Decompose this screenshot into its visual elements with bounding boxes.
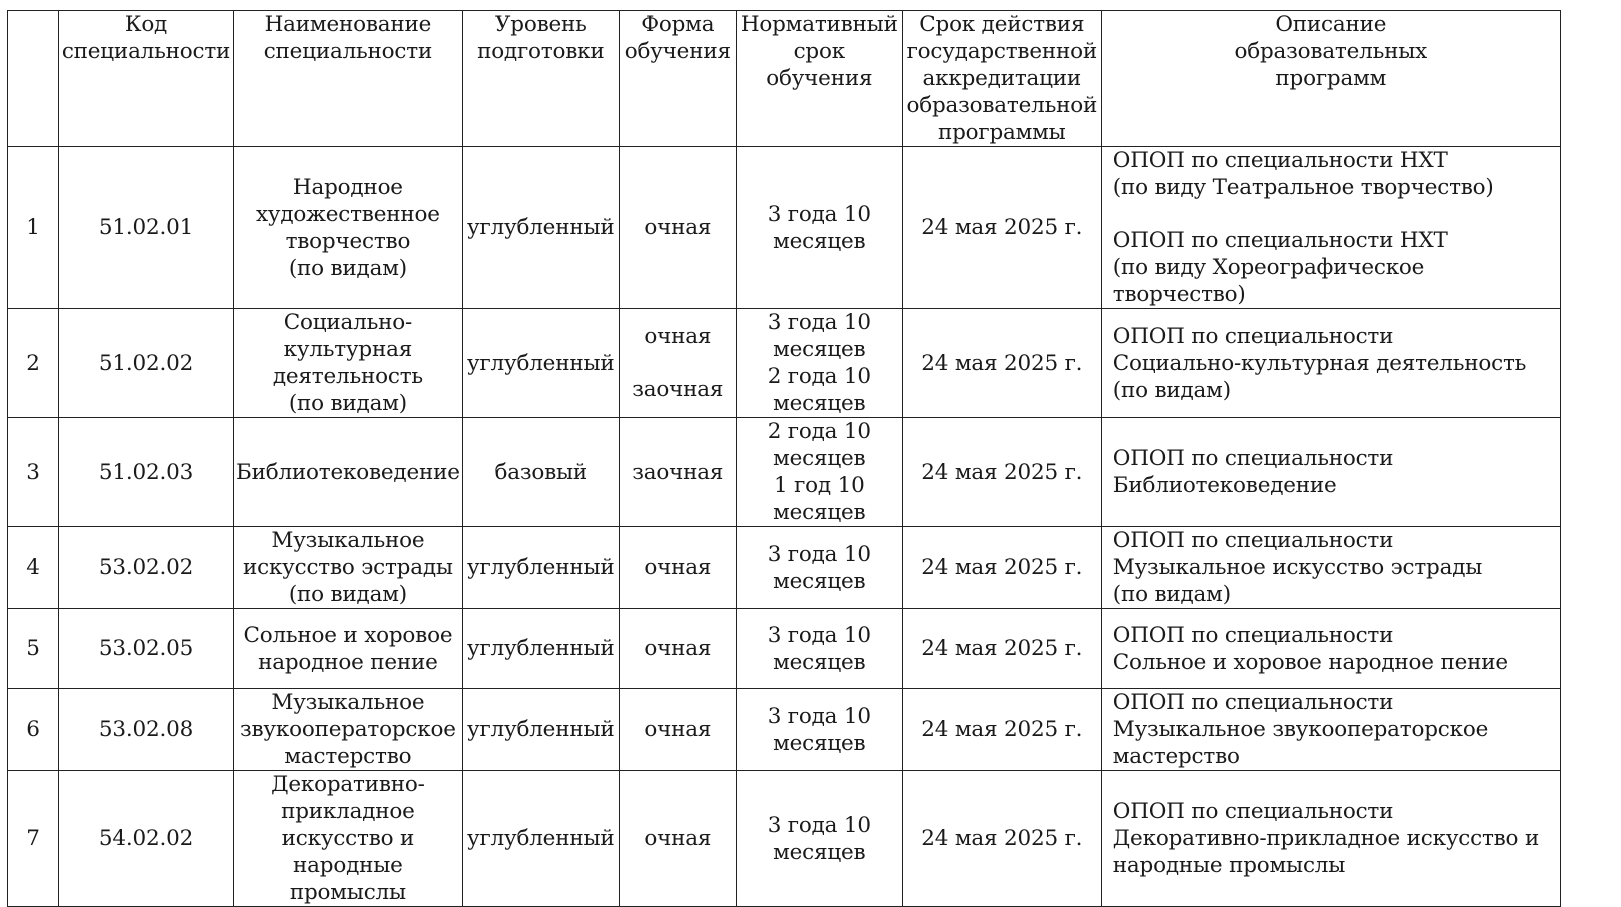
header-level: Уровень подготовки: [462, 11, 619, 147]
row-number: 1: [8, 147, 59, 309]
accreditation-date: 24 мая 2025 г.: [902, 309, 1101, 418]
header-name: Наименование специальности: [234, 11, 463, 147]
row-number: 3: [8, 418, 59, 527]
header-code: Код специальности: [59, 11, 234, 147]
study-form-fulltime: очная: [644, 324, 712, 349]
program-description: ОПОП по специальности Декоративно-прикладное искусство и народные промыслы: [1101, 771, 1560, 907]
row-number: 2: [8, 309, 59, 418]
row-number: 5: [8, 609, 59, 689]
training-level: углубленный: [462, 527, 619, 609]
specialty-name: Народное художественное творчество (по видам): [234, 147, 463, 309]
study-form: очная: [619, 771, 736, 907]
study-form: очная: [619, 689, 736, 771]
program-description: ОПОП по специальности Музыкальное звукооператорское мастерство: [1101, 689, 1560, 771]
table-row: [8, 309, 1561, 418]
accreditation-date: 24 мая 2025 г.: [902, 418, 1101, 527]
table-row: [8, 527, 1561, 609]
accreditation-date: 24 мая 2025 г.: [902, 147, 1101, 309]
specialty-name: Библиотековедение: [234, 418, 463, 527]
study-form-parttime: заочная: [632, 377, 724, 402]
row-number: 6: [8, 689, 59, 771]
program-description: ОПОП по специальности Музыкальное искусство эстрады (по видам): [1101, 527, 1560, 609]
program-description: [1101, 147, 1560, 309]
table-row: [8, 771, 1561, 907]
study-term: 3 года 10 месяцев: [736, 147, 902, 309]
header-term: Нормативный срок обучения: [736, 11, 902, 147]
specialty-code: 51.02.03: [59, 418, 234, 527]
specialty-name: Декоративно- прикладное искусство и народные промыслы: [234, 771, 463, 907]
specialty-name: Музыкальное искусство эстрады (по видам): [234, 527, 463, 609]
specialties-table: [7, 10, 1561, 907]
row-number: 4: [8, 527, 59, 609]
training-level: углубленный: [462, 609, 619, 689]
table-row: [8, 418, 1561, 527]
header-description: Описание образовательных программ: [1101, 11, 1560, 147]
specialty-name: Социально- культурная деятельность (по видам): [234, 309, 463, 418]
accreditation-date: 24 мая 2025 г.: [902, 527, 1101, 609]
header-number: [8, 11, 59, 147]
training-level: углубленный: [462, 771, 619, 907]
header-row: [8, 11, 1561, 147]
header-accreditation: Срок действия государственной аккредитации образовательной программы: [902, 11, 1101, 147]
study-term: 3 года 10 месяцев: [736, 527, 902, 609]
program-description-text: ОПОП по специальности НХТ (по виду Театральное творчество): [1112, 148, 1494, 200]
program-description-text: ОПОП по специальности НХТ (по виду Хореографическое творчество): [1112, 228, 1448, 307]
accreditation-date: 24 мая 2025 г.: [902, 609, 1101, 689]
study-term: 3 года 10 месяцев: [736, 609, 902, 689]
header-form: Форма обучения: [619, 11, 736, 147]
training-level: углубленный: [462, 689, 619, 771]
specialty-code: 53.02.02: [59, 527, 234, 609]
program-description: ОПОП по специальности Сольное и хоровое народное пение: [1101, 609, 1560, 689]
specialty-name: Музыкальное звукооператорское мастерство: [234, 689, 463, 771]
training-level: базовый: [462, 418, 619, 527]
table-row: [8, 147, 1561, 309]
study-form: очная: [619, 527, 736, 609]
study-term: 2 года 10 месяцев 1 год 10 месяцев: [736, 418, 902, 527]
specialty-code: 54.02.02: [59, 771, 234, 907]
specialty-code: 53.02.08: [59, 689, 234, 771]
study-form: очная: [619, 609, 736, 689]
table-row: [8, 609, 1561, 689]
study-form: заочная: [619, 418, 736, 527]
study-form: очная: [619, 147, 736, 309]
specialty-name: Сольное и хоровое народное пение: [234, 609, 463, 689]
study-form: [619, 309, 736, 418]
specialty-code: 51.02.02: [59, 309, 234, 418]
table-row: [8, 689, 1561, 771]
accreditation-date: 24 мая 2025 г.: [902, 771, 1101, 907]
program-description: ОПОП по специальности Социально-культурная деятельность (по видам): [1101, 309, 1560, 418]
row-number: 7: [8, 771, 59, 907]
accreditation-date: 24 мая 2025 г.: [902, 689, 1101, 771]
program-description: ОПОП по специальности Библиотековедение: [1101, 418, 1560, 527]
training-level: углубленный: [462, 309, 619, 418]
study-term: 3 года 10 месяцев: [736, 689, 902, 771]
specialty-code: 51.02.01: [59, 147, 234, 309]
training-level: углубленный: [462, 147, 619, 309]
study-term: 3 года 10 месяцев 2 года 10 месяцев: [736, 309, 902, 418]
study-term: 3 года 10 месяцев: [736, 771, 902, 907]
specialty-code: 53.02.05: [59, 609, 234, 689]
